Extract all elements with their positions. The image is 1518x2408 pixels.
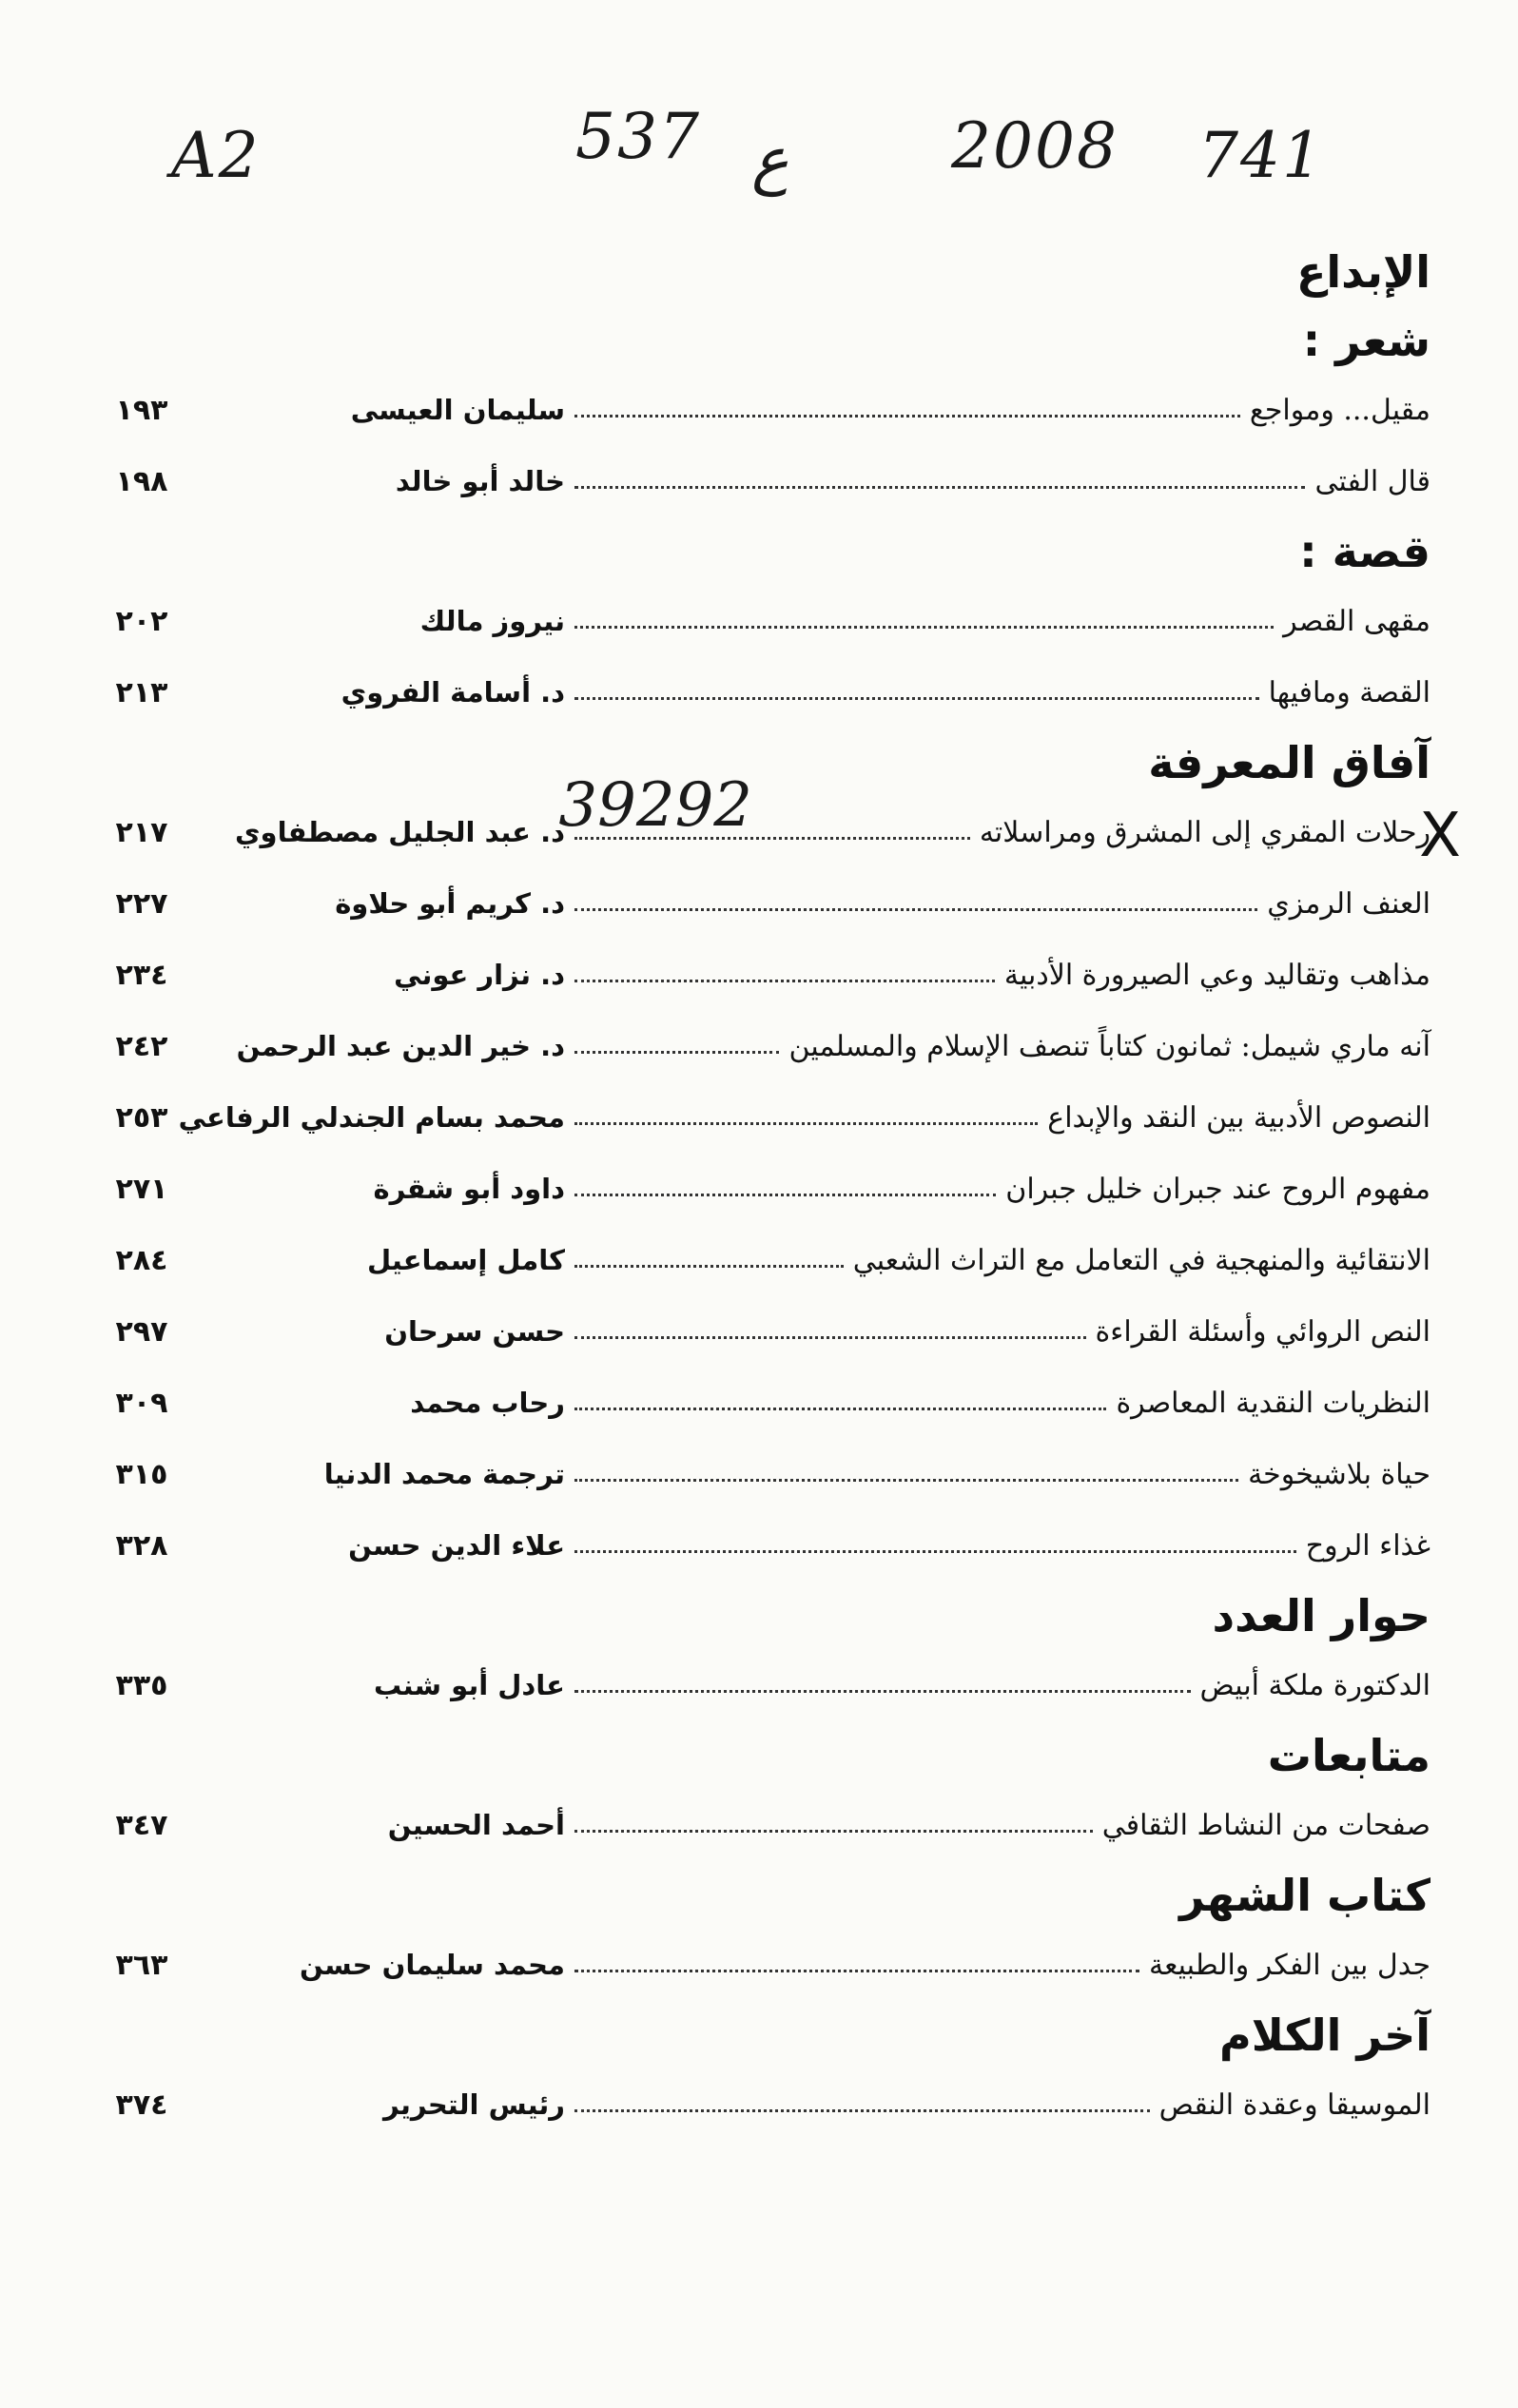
entry-title: مقيل... ومواجع <box>1249 394 1430 427</box>
entry-page-number: ٢١٧ <box>115 816 168 849</box>
entry-title: الانتقائية والمنهجية في التعامل مع التراث الشعبي <box>852 1244 1430 1277</box>
entry-page-number: ٣١٥ <box>115 1458 168 1491</box>
entry-page-number: ٢٣٤ <box>115 959 168 992</box>
dot-leader <box>574 1296 1086 1368</box>
section-heading: متابعات <box>1267 1730 1430 1781</box>
entry-page-number: ٢٨٤ <box>115 1244 168 1277</box>
entry-author: أحمد الحسين <box>387 1809 565 1841</box>
toc-entry <box>89 868 1430 940</box>
toc-entry <box>89 657 1430 728</box>
toc-entry <box>89 1439 1430 1510</box>
handwritten-code-3: ع <box>751 124 789 197</box>
entry-page-number: ٣٠٩ <box>115 1387 168 1420</box>
entry-title: غذاء الروح <box>1305 1529 1430 1563</box>
entry-page-number: ١٩٨ <box>115 465 168 498</box>
section-heading: آخر الكلام <box>1219 2010 1430 2061</box>
toc-entry <box>89 1930 1430 2001</box>
entry-author: د. عبد الجليل مصطفاوي <box>234 816 565 848</box>
section-heading: آفاق المعرفة <box>1148 737 1430 788</box>
entry-page-number: ٢٤٢ <box>115 1030 168 1063</box>
handwritten-header <box>0 100 1518 223</box>
entry-author: نيروز مالك <box>419 605 565 637</box>
entry-title: آنه ماري شيمل: ثمانون كتاباً تنصف الإسلام والمسلمين <box>788 1030 1430 1063</box>
entry-page-number: ٢٠٢ <box>115 605 168 638</box>
section-heading: قصة : <box>1299 526 1430 577</box>
section-heading: شعر : <box>1302 315 1430 366</box>
entry-title: جدل بين الفكر والطبيعة <box>1149 1949 1430 1982</box>
toc-entry <box>89 1650 1430 1721</box>
handwritten-code-1: A2 <box>171 119 261 192</box>
dot-leader <box>574 1439 1238 1510</box>
entry-title: النص الروائي وأسئلة القراءة <box>1095 1315 1430 1349</box>
toc-entry <box>89 586 1430 657</box>
entry-title: الموسيقا وعقدة النقص <box>1158 2088 1430 2122</box>
entry-author: داود أبو شقرة <box>373 1173 565 1205</box>
entry-title: مقهى القصر <box>1283 605 1430 638</box>
dot-leader <box>574 868 1257 940</box>
entry-title: قال الفتى <box>1314 465 1430 498</box>
entry-title: القصة ومافيها <box>1268 676 1430 709</box>
entry-title: رحلات المقري إلى المشرق ومراسلاته <box>979 816 1430 849</box>
entry-title: مفهوم الروح عند جبران خليل جبران <box>1005 1173 1430 1206</box>
entry-author: كامل إسماعيل <box>366 1244 565 1276</box>
entry-page-number: ٢١٣ <box>115 676 168 709</box>
entry-page-number: ٣٢٨ <box>115 1529 168 1563</box>
entry-page-number: ٣٤٧ <box>115 1809 168 1842</box>
toc-entry <box>89 1082 1430 1154</box>
cross-mark: X <box>1419 801 1461 871</box>
entry-author: علاء الدين حسن <box>348 1529 565 1562</box>
entry-author: د. كريم أبو حلاوة <box>335 887 565 920</box>
dot-leader <box>574 1510 1296 1582</box>
entry-page-number: ٢٩٧ <box>115 1315 168 1349</box>
section-heading: حوار العدد <box>1212 1590 1430 1641</box>
handwritten-code-4: 741 <box>1198 119 1324 192</box>
entry-author: حسن سرحان <box>384 1315 565 1348</box>
dot-leader <box>574 586 1274 657</box>
entry-page-number: ٣٦٣ <box>115 1949 168 1982</box>
entry-author: محمد سليمان حسن <box>299 1949 565 1981</box>
entry-title: النصوص الأدبية بين النقد والإبداع <box>1047 1101 1430 1135</box>
entry-page-number: ٢٥٣ <box>115 1101 168 1135</box>
section-heading: كتاب الشهر <box>1179 1870 1430 1921</box>
handwritten-year: 2008 <box>951 109 1119 183</box>
toc-entry <box>89 1368 1430 1439</box>
toc-entry <box>89 446 1430 517</box>
toc-entry <box>89 375 1430 446</box>
dot-leader <box>574 1650 1191 1721</box>
entry-author: د. نزار عوني <box>394 959 565 991</box>
toc-entry <box>89 1296 1430 1368</box>
entry-page-number: ١٩٣ <box>115 394 168 427</box>
handwritten-number: 39292 <box>558 770 752 841</box>
handwritten-code-2: 537 <box>575 100 701 173</box>
dot-leader <box>574 446 1305 517</box>
dot-leader <box>574 1154 996 1225</box>
dot-leader <box>574 1368 1106 1439</box>
entry-author: د. أسامة الفروي <box>341 676 565 709</box>
entry-author: ترجمة محمد الدنيا <box>323 1458 565 1490</box>
dot-leader <box>574 1225 844 1296</box>
dot-leader <box>574 375 1240 446</box>
entry-author: خالد أبو خالد <box>395 465 565 497</box>
table-of-contents <box>89 238 1430 2141</box>
entry-page-number: ٣٣٥ <box>115 1669 168 1702</box>
toc-entry <box>89 1510 1430 1582</box>
entry-title: النظريات النقدية المعاصرة <box>1116 1387 1430 1420</box>
entry-author: عادل أبو شنب <box>373 1669 565 1701</box>
dot-leader <box>574 1930 1139 2001</box>
entry-author: رئيس التحرير <box>382 2088 565 2121</box>
entry-title: العنف الرمزي <box>1267 887 1430 921</box>
entry-author: سليمان العيسى <box>350 394 565 426</box>
entry-page-number: ٢٢٧ <box>115 887 168 921</box>
entry-title: حياة بلاشيخوخة <box>1248 1458 1430 1491</box>
entry-page-number: ٢٧١ <box>115 1173 168 1206</box>
toc-entry <box>89 1154 1430 1225</box>
entry-title: صفحات من النشاط الثقافي <box>1101 1809 1430 1842</box>
dot-leader <box>574 1790 1093 1861</box>
entry-title: مذاهب وتقاليد وعي الصيرورة الأدبية <box>1003 959 1430 992</box>
entry-author: محمد بسام الجندلي الرفاعي <box>178 1101 565 1134</box>
dot-leader <box>574 2069 1150 2141</box>
dot-leader <box>574 1011 779 1082</box>
toc-entry <box>89 1790 1430 1861</box>
toc-entry <box>89 940 1430 1011</box>
entry-author: د. خير الدين عبد الرحمن <box>236 1030 565 1062</box>
section-heading: الإبداع <box>1295 246 1430 298</box>
dot-leader <box>574 657 1259 728</box>
toc-entry <box>89 1011 1430 1082</box>
toc-entry <box>89 797 1430 868</box>
toc-entry <box>89 1225 1430 1296</box>
toc-entry <box>89 2069 1430 2141</box>
entry-author: رحاب محمد <box>410 1387 565 1419</box>
entry-page-number: ٣٧٤ <box>115 2088 168 2122</box>
dot-leader <box>574 940 995 1011</box>
entry-title: الدكتورة ملكة أبيض <box>1199 1669 1430 1702</box>
dot-leader <box>574 1082 1038 1154</box>
